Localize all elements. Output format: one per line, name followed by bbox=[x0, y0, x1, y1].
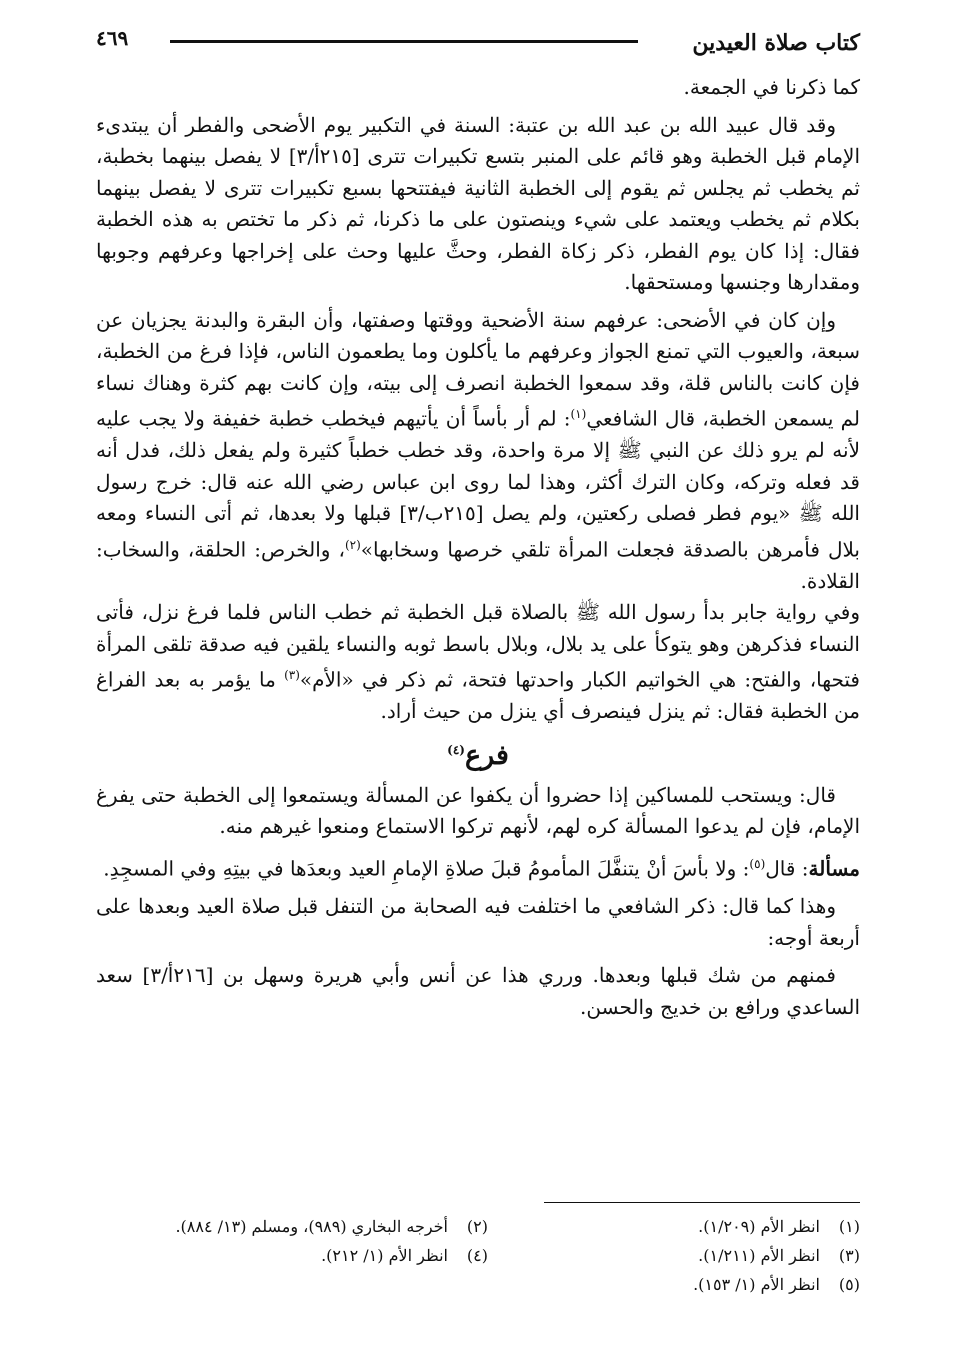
paragraph: فمنهم من شك قبلها وبعدها. ورري هذا عن أنس وأبي هريرة وسهل بن [٢١٦أ/٣] سعد الساعدي ورافع بن خديج والحسن. bbox=[96, 963, 860, 1019]
text-run: : لم أر بأساً أن يأتيهم فيخطب خطبة خفيفة ولا يجب عليه لأنه لم يرو ذلك عن النبي ﷺ إلا مرة واحدة، وقد خطب خطباً كثيرة ولم يفعل ذلك، فدل أنه قد فعله وتركه، وكان الترك أكثر، وهذا لما روى ابن عباس رضي الله عنه قال: خرج رسول الله ﷺ «يوم فطر فصلى ركعتين، ولم يصل [٢١٥ب/٣] قبلها ولا بعدها، ثم أتى النساء ومعه بلال فأمرهن بالصدقة فجعلت المرأة تلقي خرصها وسخابها» bbox=[96, 406, 861, 562]
footnote-text: انظر الأم (١/٢٠٩). bbox=[698, 1217, 820, 1236]
text-run: وفي رواية جابر بدأ رسول الله ﷺ بالصلاة قبل الخطبة ثم خطب الناس فلما فرغ نزل، فأتى النساء فذكرهن وهو يتوكأ على يد بلال، وبلال باسط ثوبه والنساء يلقين فيه صدقة تلقى المرأة فتحها، والفتح: هي الخواتيم الكبار واحدتها فتحة، ثم ذكر في «الأم» bbox=[96, 600, 860, 692]
issue-label: مسألة bbox=[808, 856, 860, 881]
main-text bbox=[96, 72, 860, 1023]
footnote-text: أخرجه البخاري (٩٨٩)، ومسلم (١٣/ ٨٨٤). bbox=[175, 1217, 448, 1236]
page-number: ٤٦٩ bbox=[96, 26, 129, 50]
paragraph bbox=[96, 305, 860, 598]
footnote-rule bbox=[544, 1202, 860, 1203]
text-run: ، والخرص: الحلقة، والسخاب: القلادة. bbox=[96, 537, 860, 593]
section-heading bbox=[96, 730, 860, 776]
paragraph bbox=[96, 597, 860, 728]
paragraph: وهذا كما قال: ذكر الشافعي ما اختلفت فيه الصحابة من التنفل قبل صلاة العيد وبعدها على أربعة أوجه: bbox=[96, 894, 860, 950]
running-title: كتاب صلاة العيدين bbox=[692, 30, 860, 56]
paragraph bbox=[96, 849, 860, 885]
footnote-ref: (١) bbox=[570, 407, 587, 421]
footnote-row bbox=[96, 1270, 860, 1299]
header-rule bbox=[170, 40, 638, 43]
footnote-number: (٢) bbox=[466, 1217, 488, 1236]
footnotes bbox=[96, 1212, 860, 1299]
footnote-text: انظر الأم (١/٢١١). bbox=[698, 1246, 820, 1265]
footnote bbox=[488, 1241, 860, 1270]
footnote-ref: (٢) bbox=[344, 537, 361, 552]
footnote-text: انظر الأم (١/ ١٥٣). bbox=[693, 1275, 820, 1294]
paragraph: كما ذكرنا في الجمعة. bbox=[683, 75, 860, 99]
footnote bbox=[488, 1270, 860, 1299]
footnote-row bbox=[96, 1241, 860, 1270]
footnote bbox=[116, 1241, 488, 1270]
text-run: ما يؤمر به بعد الفراغ من الخطبة فقال: ثم ينزل فينصرف أي ينزل من حيث أراد. bbox=[96, 667, 860, 724]
footnote-number: (١) bbox=[838, 1217, 860, 1236]
text-run: : قال bbox=[765, 856, 809, 881]
footnote-number: (٣) bbox=[838, 1246, 860, 1265]
footnote-row bbox=[96, 1212, 860, 1241]
footnote bbox=[116, 1212, 488, 1241]
text-run: وإن كان في الأضحى: عرفهم سنة الأضحية ووقتها وصفتها، وأن البقرة والبدنة يجزيان عن سبعة، والعيوب التي تمنع الجواز وعرفهم ما يأكلون وما يطعمون الناس، فإذا فرغ من الخطبة، فإن كانت بالناس قلة، وقد سمعوا الخطبة انصرف إلى بيته، وإن كانت بهم كثرة وهناك نساء لم يسمعن الخطبة، قال الشافعي bbox=[96, 307, 860, 431]
footnote-text: انظر الأم (١/ ٢١٢). bbox=[321, 1246, 448, 1265]
paragraph: وقد قال عبيد الله بن عبد الله بن عتبة: السنة في التكبير يوم الأضحى والفطر أن يبتدىء الإمام قبل الخطبة وهو قائم على المنبر بتسع تكبيرات تترى [٢١٥أ/٣] لا يفصل بينهما بخطبة، ثم يخطب ثم يجلس ثم يقوم إلى الخطبة الثانية فيفتتحها بسبع تكبيرات تترى لا يفصل بينهما بكلام ثم يخطب ويعتمد على شيء وينصتون على ما ذكرنا، ثم ذكر ما تختص به هذه الخطبة فقال: إذا كان يوم الفطر، ذكر زكاة الفطر، وحثَّ عليها وحث على إخراجها وعرفهم وجوبها ومقدارها وجنسها ومستحقها. bbox=[96, 112, 860, 294]
footnote-number: (٥) bbox=[838, 1275, 860, 1294]
footnote-ref: (٤) bbox=[447, 742, 465, 757]
footnote-number: (٤) bbox=[466, 1246, 488, 1265]
page-header bbox=[96, 22, 860, 62]
paragraph: قال: ويستحب للمساكين إذا حضروا أن يكفوا عن المسألة ويستمعوا إلى الخطبة حتى يفرغ الإمام، فإن لم يدعوا المسألة كره لهم، لأنهم تركوا الاستماع ومنعوا غيرهم منه. bbox=[96, 782, 860, 839]
text-run: : ولا بأسَ أنْ يتنفَّلَ المأمومُ قبلَ صلاةِ الإمامِ العيد وبعدَها في بيتِهِ وفي المسجِدِ. bbox=[103, 856, 750, 881]
section-title: فرع bbox=[464, 739, 509, 771]
footnote-ref: (٣) bbox=[284, 668, 300, 683]
footnote-ref: (٥) bbox=[749, 856, 766, 871]
footnote bbox=[488, 1212, 860, 1241]
